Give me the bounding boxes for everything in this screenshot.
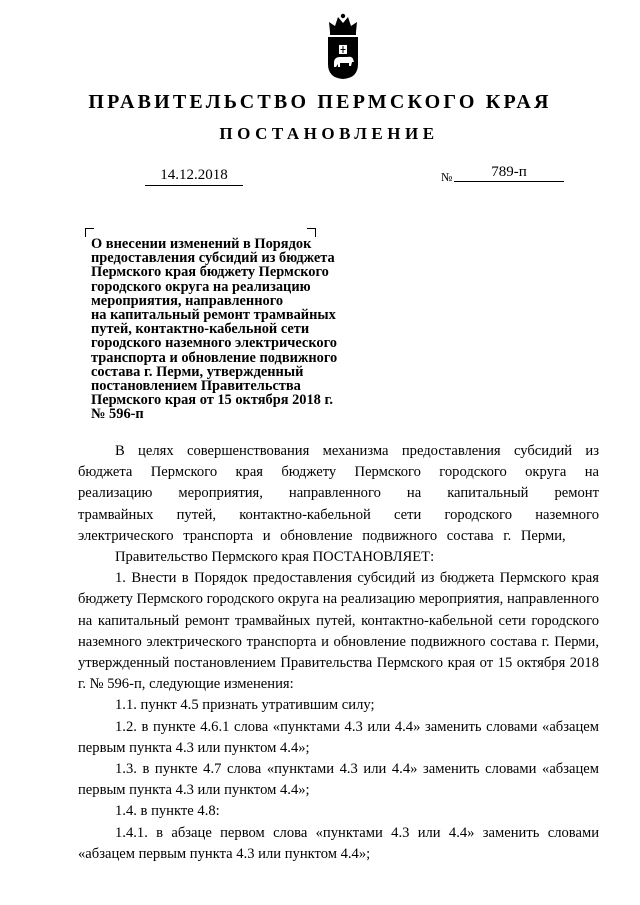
clause-1-2: 1.2. в пункте 4.6.1 слова «пунктами 4.3 или 4.4» заменить словами «абзацем первым пункта 4.3 или пунктом 4.4»; [78,718,599,756]
preamble-paragraph: В целях совершенствования механизма предоставления субсидий из бюджета Пермского края бюджету Пермского городского округа на реализацию мероприятия, направленного на капитальный ремонт трамвайных путей, контактно-кабельной сети городского наземного электрического транспорта и обновление подвижного состава г. Перми, [78,443,599,544]
document-number: 789-п [454,163,564,182]
subject-line: городского наземного электрического [91,335,337,352]
subject-line: постановлением Правительства [91,378,301,395]
subject-line: транспорта и обновление подвижного [91,349,338,366]
subject-line: путей, контактно-кабельной сети [91,321,310,338]
document-body [78,441,599,865]
clause-1-1: 1.1. пункт 4.5 признать утратившим силу; [115,697,375,714]
subject-line: Пермского края от 15 октября 2018 г. [91,392,333,409]
subject-line: О внесении изменений в Порядок [91,236,312,252]
subject-line: предоставления субсидий из бюджета [91,250,335,267]
document-date: 14.12.2018 [145,165,243,186]
resolution-statement: Правительство Пермского края ПОСТАНОВЛЯЕТ: [115,549,435,566]
subject-line: мероприятия, направленного [91,292,284,309]
clause-1-3: 1.3. в пункте 4.7 слова «пунктами 4.3 или 4.4» заменить словами «абзацем первым пункта 4.3 или пунктом 4.4»; [78,761,599,799]
clause-1: 1. Внести в Порядок предоставления субсидий из бюджета Пермского края бюджету Пермского городского округа на реализацию мероприятия, направленного на капитальный ремонт трамвайных путей, контактно-кабельной сети городского наземного электрического транспорта и обновление подвижного состава г. Перми, утвержденный постановлением Правительства Пермского края от 15 октября 2018 г. № 596-п, следующие изменения: [78,570,599,693]
clause-1-4-1: 1.4.1. в абзаце первом слова «пунктами 4.3 или 4.4» заменить словами «абзацем первым пункта 4.3 или пунктом 4.4»; [78,824,599,862]
clause-1-4: 1.4. в пункте 4.8: [115,803,220,820]
subject-line: № 596-п [91,406,144,423]
subject-line: состава г. Перми, утвержденный [91,363,304,380]
government-title: ПРАВИТЕЛЬСТВО ПЕРМСКОГО КРАЯ [88,91,552,113]
number-sign: № [441,170,453,184]
coat-of-arms-icon [325,12,361,80]
subject-line: на капитальный ремонт трамвайных [91,307,336,324]
document-type: ПОСТАНОВЛЕНИЕ [219,124,439,143]
document-subject [91,237,363,422]
subject-line: городского округа на реализацию [91,278,311,295]
subject-line: Пермского края бюджету Пермского [91,264,329,281]
